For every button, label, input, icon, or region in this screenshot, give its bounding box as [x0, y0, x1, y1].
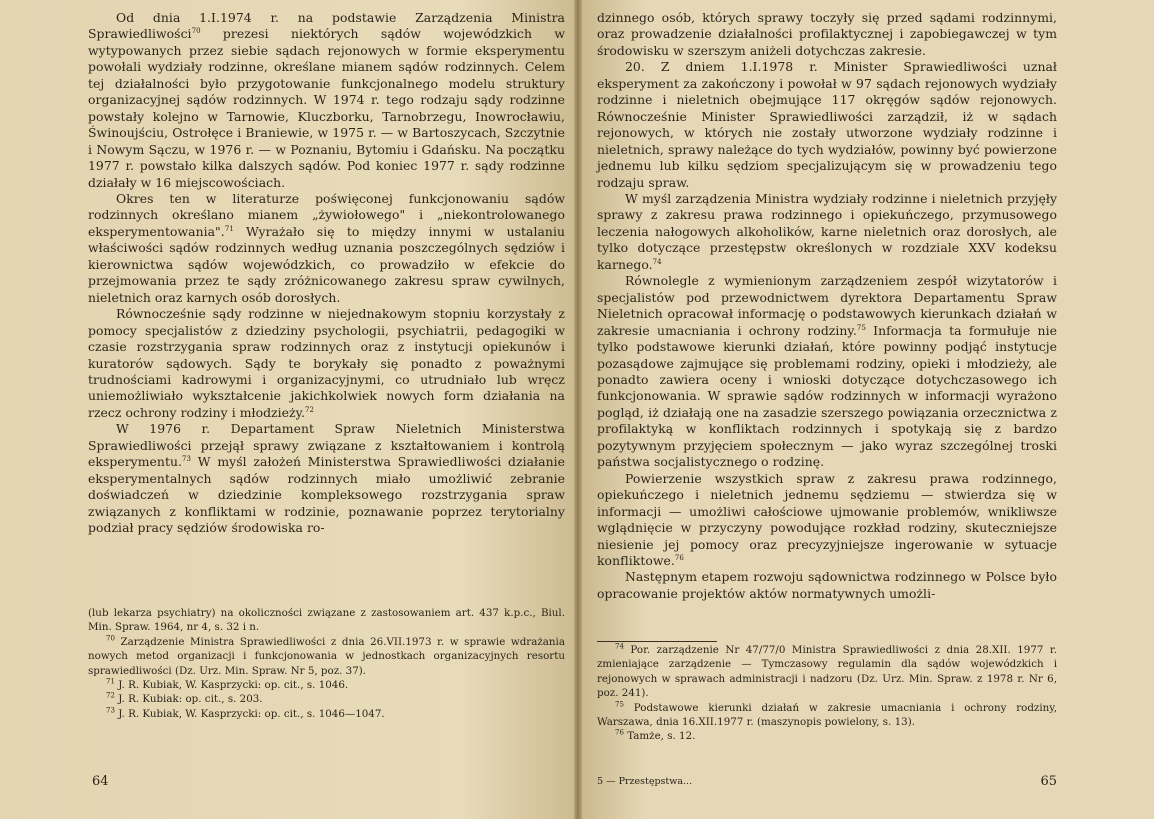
body-paragraph: [597, 10, 1057, 59]
footnote-text: J. R. Kubiak, W. Kasprzycki: op. cit., s. 1046—1047.: [114, 707, 385, 720]
footnote-number: 71: [106, 677, 115, 686]
paragraph-text: Od dnia 1.I.1974 r. na podstawie Zarządzenia Ministra Sprawiedliwości: [88, 10, 565, 42]
body-paragraph: [88, 306, 565, 421]
footnote-number: 74: [615, 642, 624, 651]
paragraph-text: Następnym etapem rozwoju sądownictwa rodzinnego w Polsce było opracowanie projektów aktów normatywnych umożli-: [597, 569, 1057, 601]
paragraph-text: 20. Z dniem 1.I.1978 r. Minister Sprawiedliwości uznał eksperyment za zakończony i powołał w 97 sądach rejonowych wydziały rodzinne i nieletnich obejmujące 117 okręgów sądów rejonowych. Równocześnie Minister Sprawiedliwości zarządził, iż w sądach rejonowych, w których nie zostały utworzone wydziały rodzinne i nieletnich, sprawy należące do tych wydziałów, powinny być powierzone jednemu lub kilku sędziom specjalizującym się w prowadzeniu tego rodzaju spraw.: [597, 59, 1057, 190]
body-paragraph: [597, 471, 1057, 570]
footnote-ref: 71: [224, 224, 234, 233]
footnote-text: (lub lekarza psychiatry) na okoliczności związane z zastosowaniem art. 437 k.p.c., Biul. Min. Spraw. 1964, nr 4, s. 32 i n.: [88, 607, 565, 634]
body-paragraph: [88, 10, 565, 191]
footnote-text: J. R. Kubiak, W. Kasprzycki: op. cit., s. 1046.: [114, 679, 349, 692]
body-paragraph: [597, 191, 1057, 273]
paragraph-text: W 1976 r. Departament Spraw Nieletnich Ministerstwa Sprawiedliwości przejął sprawy związane z kształtowaniem i kontrolą eksperymentu.: [88, 421, 565, 470]
footnote-ref: 72: [305, 405, 315, 414]
footnote: [88, 692, 565, 706]
left-footnotes: [88, 606, 565, 721]
right-page: [577, 0, 1154, 819]
paragraph-tail: Wyrażało się to między innymi w ustalaniu właściwości sądów rodzinnych według uznania poszczególnych sędziów i kierownictwa sądów wojewódzkich, co prowadziło w efekcie do przejmowania przez te sądy zróżnicowanego zakresu spraw cywilnych, nieletnich oraz karnych osób dorosłych.: [88, 223, 565, 305]
footnote-text: J. R. Kubiak: op. cit., s. 203.: [114, 693, 263, 706]
right-body-text: [597, 10, 1057, 602]
paragraph-text: Okres ten w literaturze poświęconej funkcjonowaniu sądów rodzinnych określano mianem „żywiołowego" i „niekontrolowanego eksperymentowania".: [88, 190, 565, 239]
footnote-ref: 76: [674, 553, 684, 562]
footnote-number: 75: [615, 700, 624, 709]
footnote: [88, 635, 565, 678]
footnote-text: Zarządzenie Ministra Sprawiedliwości z dnia 26.VII.1973 r. w sprawie wdrażania nowych metod organizacji i funkcjonowania w jednostkach organizacyjnych resortu sprawiedliwości (Dz. Urz. Min. Spraw. Nr 5, poz. 37).: [88, 635, 565, 677]
footnote: [88, 678, 565, 692]
body-paragraph: [88, 191, 565, 306]
footnote: [597, 643, 1057, 701]
footnote: [597, 701, 1057, 730]
body-paragraph: [88, 421, 565, 536]
right-page-number: 65: [1040, 774, 1057, 789]
footnote: [88, 606, 565, 635]
footnote-text: Podstawowe kierunki działań w zakresie umacniania i ochrony rodziny, Warszawa, dnia 16.XII.1977 r. (maszynopis powielony, s. 13).: [597, 701, 1057, 729]
body-paragraph: [597, 569, 1057, 602]
footnote-ref: 70: [191, 27, 201, 36]
footnote-number: 76: [615, 729, 624, 738]
footnote-text: Por. zarządzenie Nr 47/77/0 Ministra Sprawiedliwości z dnia 28.XII. 1977 r. zmieniające zarządzenie — Tymczasowy regulamin dla sądów wojewódzkich i rejonowych w sprawach administracji i nadzoru (Dz. Urz. Min. Spraw. z 1978 r. Nr 6, poz. 241).: [597, 644, 1057, 700]
footnote-ref: 73: [182, 455, 192, 464]
footnote-ref: 74: [652, 257, 662, 266]
body-paragraph: [597, 273, 1057, 470]
book-gutter: [574, 0, 582, 819]
right-footnotes: [597, 643, 1057, 744]
footnote-number: 73: [106, 706, 115, 715]
paragraph-text: Równocześnie sądy rodzinne w niejednakowym stopniu korzystały z pomocy specjalistów z dziedziny psychologii, psychiatrii, pedagogiki w czasie rozstrzygania spraw rodzinnych oraz z instytucji opiekunów i kuratorów sądowych. Sądy te borykały się ponadto z poważnymi trudnościami kadrowymi i organizacyjnymi, co utrudniało lub wręcz uniemożliwiało wykształcenie jakichkolwiek nowych form działania na rzecz ochrony rodziny i młodzieży.: [88, 306, 565, 420]
left-body-text: [88, 10, 565, 537]
footnote-ref: 75: [856, 323, 866, 332]
body-paragraph: [597, 59, 1057, 191]
left-page-number: 64: [92, 774, 109, 789]
signature-mark: 5 — Przestępstwa...: [597, 776, 693, 787]
paragraph-text: Równolegle z wymienionym zarządzeniem zespół wizytatorów i specjalistów pod przewodnictwem dyrektora Departamentu Spraw Nieletnich opracował informację o podstawowych kierunkach działań w zakresie umacniania i ochrony rodziny.: [597, 273, 1057, 338]
paragraph-tail: W myśl założeń Ministerstwa Sprawiedliwości działanie eksperymentalnych sądów rodzinnych miało umożliwić zebranie doświadczeń w dziedzinie kompleksowego rozstrzygania spraw związanych z konfliktami w rodzinie, poznawanie poprzez terytorialny podział pracy sędziów środowiska ro-: [88, 454, 565, 536]
footnote-number: 70: [106, 634, 115, 643]
paragraph-text: Powierzenie wszystkich spraw z zakresu prawa rodzinnego, opiekuńczego i nieletnich jednemu sędziemu — stwierdza się w informacji — umożliwi całościowe ujmowanie problemów, wnikliwsze wglądnięcie w przyczyny powodujące rozkład rodziny, skuteczniejsze niesienie jej pomocy oraz precyzyjniejsze ingerowanie w sytuacje konfliktowe.: [597, 470, 1057, 568]
footnote-number: 72: [106, 692, 115, 701]
paragraph-tail: prezesi niektórych sądów wojewódzkich w wytypowanych przez siebie sądach rejonowych w formie eksperymentu powołali wydziały rodzinne, określane mianem sądów rodzinnych. Celem tej działalności było przygotowanie funkcjonalnego modelu struktury organizacyjnej sądów rodzinnych. W 1974 r. tego rodzaju sądy rodzinne powstały kolejno w Tarnowie, Kluczborku, Tarnobrzegu, Inowrocławiu, Świnoujściu, Ostrołęce i Braniewie, w 1975 r. — w Bartoszycach, Szczytnie i Nowym Sączu, w 1976 r. — w Poznaniu, Bytomiu i Gdańsku. Na początku 1977 r. powstało kilka dalszych sądów. Pod koniec 1977 r. sądy rodzinne działały w 16 miejscowościach.: [88, 26, 565, 190]
footnote-text: Tamże, s. 12.: [623, 730, 696, 743]
footnote: [597, 729, 1057, 743]
paragraph-text: dzinnego osób, których sprawy toczyły się przed sądami rodzinnymi, oraz prowadzenie działalności profilaktycznej i zapobiegawczej w tym środowisku w szerszym aniżeli dotychczas zakresie.: [597, 10, 1057, 58]
footnote: [88, 707, 565, 721]
paragraph-tail: Informacja ta formułuje nie tylko podstawowe kierunki działań, które powinny podjąć instytucje pozasądowe zajmujące się problemami rodziny, opieki i młodzieży, ale ponadto zawiera oceny i wnioski dotyczące dotychczasowego ich funkcjonowania. W sprawie sądów rodzinnych w informacji wyrażono pogląd, iż działają one na zasadzie szerszego powiązania orzecznictwa z profilaktyką w konfliktach rodzinnych i spotykają się z bardzo pozytywnym przyjęciem społecznym — jako wyraz szczególnej troski państwa socjalistycznego o rodzinę.: [597, 322, 1057, 470]
paragraph-text: W myśl zarządzenia Ministra wydziały rodzinne i nieletnich przyjęły sprawy z zakresu prawa rodzinnego i opiekuńczego, przymusowego leczenia nałogowych alkoholików, karne nieletnich oraz dorosłych, ale tylko dotyczące przestępstw określonych w rozdziale XXV kodeksu karnego.: [597, 190, 1057, 272]
